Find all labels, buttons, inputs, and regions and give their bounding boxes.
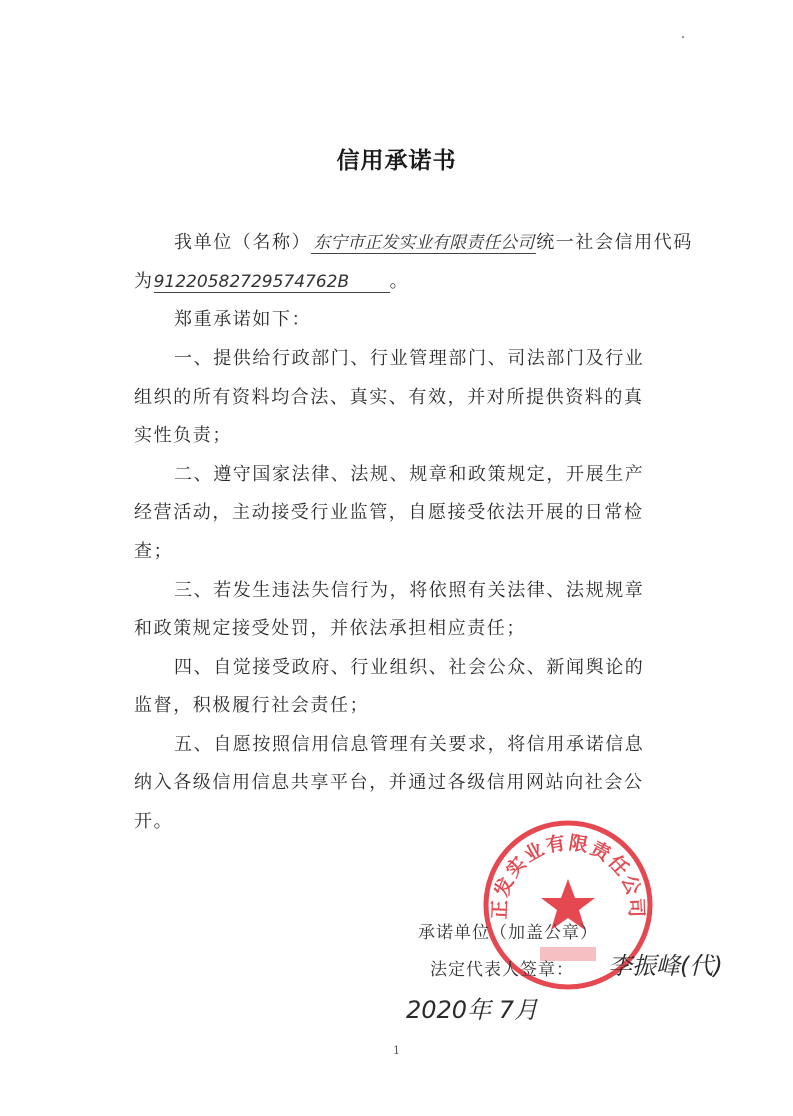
pledge-5-line-3: 开。 (134, 811, 174, 832)
scan-mark (682, 36, 684, 38)
credit-code-handwritten: 91220582729574762B (154, 272, 390, 293)
code-end: 。 (389, 271, 410, 292)
pledge-5-line-2: 纳入各级信用信息共享平台，并通过各级信用网站向社会公 (134, 772, 644, 793)
signature-rep-label: 法定代表人签章： (430, 960, 574, 980)
pledge-4-line-1: 四、自觉接受政府、行业组织、社会公众、新闻舆论的 (174, 657, 645, 678)
pledge-intro: 郑重承诺如下： (174, 309, 312, 330)
date-handwritten: 2020年 7月 (406, 996, 538, 1024)
intro-prefix: 我单位（名称） (174, 232, 312, 253)
pledge-4-line-2: 监督，积极履行社会责任； (134, 695, 370, 716)
code-prefix: 为 (134, 271, 154, 292)
document-title: 信用承诺书 (336, 147, 457, 174)
pledge-3-line-2: 和政策规定接受处罚，并依法承担相应责任； (134, 618, 526, 639)
pledge-3-line-1: 三、若发生违法失信行为，将依照有关法律、法规规章 (174, 580, 645, 601)
page-number: 1 (393, 1044, 400, 1057)
seal-text: 正发实业有限责任公司 (488, 831, 648, 920)
pledge-1-line-2: 组织的所有资料均合法、真实、有效，并对所提供资料的真 (134, 387, 644, 408)
intro-suffix: 统一社会信用代码 (536, 232, 694, 253)
pledge-1-line-3: 实性负责； (134, 425, 232, 446)
pledge-5-line-1: 五、自愿按照信用信息管理有关要求，将信用承诺信息 (174, 734, 645, 755)
company-name-handwritten: 东宁市正发实业有限责任公司 (311, 228, 536, 254)
credit-code-line (134, 267, 409, 293)
rep-signature-handwritten: 李振峰(代) (608, 952, 723, 980)
pledge-2-line-3: 查； (134, 541, 174, 562)
intro-line (174, 228, 693, 254)
pledge-2-line-2: 经营活动，主动接受行业监管，自愿接受依法开展的日常检 (134, 502, 644, 523)
pledge-2-line-1: 二、遵守国家法律、法规、规章和政策规定，开展生产 (174, 464, 645, 485)
signature-unit-label: 承诺单位（加盖公章） (418, 923, 598, 943)
pledge-1-line-1: 一、提供给行政部门、行业管理部门、司法部门及行业 (174, 348, 645, 369)
